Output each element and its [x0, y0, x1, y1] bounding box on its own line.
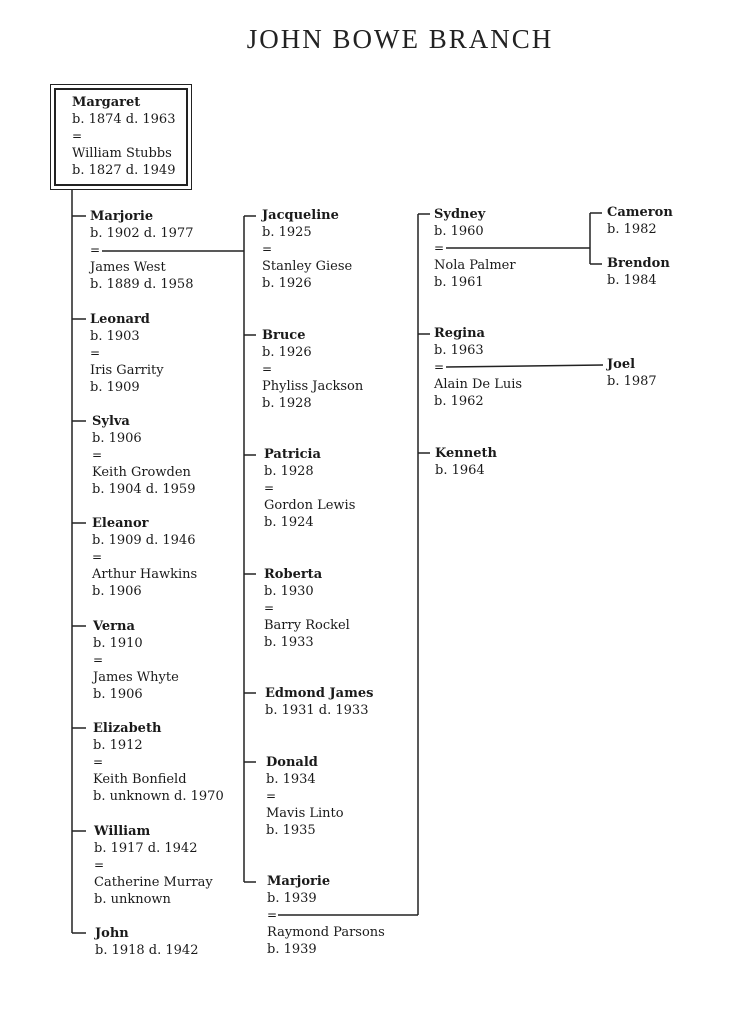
- page-title: JOHN BOWE BRANCH: [246, 24, 554, 54]
- marriage-sign: =: [264, 601, 275, 615]
- spouse-name: Keith Bonfield: [93, 772, 187, 787]
- birth-death-dates: b. 1926: [262, 345, 312, 360]
- spouse-name: Barry Rockel: [264, 618, 350, 633]
- marriage-sign: =: [93, 755, 104, 769]
- spouse-name: Phyliss Jackson: [262, 379, 364, 394]
- spouse-name: James West: [90, 260, 166, 275]
- marriage-sign: =: [267, 908, 278, 922]
- person-name: Elizabeth: [93, 721, 162, 736]
- spouse-dates: b. 1961: [434, 275, 484, 290]
- person-entry: [72, 94, 175, 179]
- birth-death-dates: b. 1912: [93, 738, 143, 753]
- marriage-sign: =: [94, 858, 105, 872]
- marriage-sign: =: [264, 481, 275, 495]
- person-name: Sydney: [434, 207, 486, 222]
- birth-death-dates: b. 1918 d. 1942: [95, 943, 199, 958]
- spouse-dates: b. 1904 d. 1959: [92, 482, 196, 497]
- spouse-dates: b. 1906: [92, 584, 142, 599]
- spouse-dates: b. 1924: [264, 515, 314, 530]
- person-name: Leonard: [90, 312, 150, 327]
- birth-death-dates: b. 1902 d. 1977: [90, 226, 194, 241]
- spouse-name: Catherine Murray: [94, 875, 213, 890]
- person-name: Joel: [607, 357, 636, 372]
- person-entry: [264, 446, 355, 531]
- person-entry: [93, 720, 224, 805]
- person-name: Brendon: [607, 256, 670, 271]
- spouse-dates: b. 1928: [262, 396, 312, 411]
- person-entry: [265, 685, 373, 719]
- spouse-dates: b. 1906: [93, 687, 143, 702]
- marriage-sign: =: [90, 346, 101, 360]
- spouse-dates: b. 1939: [267, 942, 317, 957]
- spouse-dates: b. 1935: [266, 823, 316, 838]
- marriage-sign: =: [434, 241, 445, 255]
- person-name: Marjorie: [267, 874, 331, 889]
- spouse-name: William Stubbs: [72, 146, 172, 161]
- person-entry: [93, 618, 179, 703]
- marriage-sign: =: [92, 448, 103, 462]
- spouse-dates: b. unknown d. 1970: [93, 789, 224, 804]
- marriage-sign: =: [434, 360, 445, 374]
- person-entry: [434, 325, 522, 410]
- person-name: Bruce: [262, 328, 306, 343]
- birth-death-dates: b. 1910: [93, 636, 143, 651]
- spouse-name: Alain De Luis: [434, 377, 523, 392]
- spouse-name: Gordon Lewis: [264, 498, 356, 513]
- person-entry: [92, 515, 197, 600]
- person-entry: [266, 754, 344, 839]
- person-entry: [94, 823, 213, 908]
- spouse-name: Stanley Giese: [262, 259, 353, 274]
- person-name: Verna: [93, 619, 135, 634]
- person-entry: [92, 413, 195, 498]
- person-name: Kenneth: [435, 446, 497, 461]
- person-name: John: [95, 926, 129, 941]
- person-entry: [262, 327, 363, 412]
- spouse-name: Raymond Parsons: [267, 925, 385, 940]
- person-entry: [434, 206, 516, 291]
- marriage-sign: =: [93, 653, 104, 667]
- spouse-name: Mavis Linto: [266, 806, 344, 821]
- spouse-name: Nola Palmer: [434, 258, 516, 273]
- spouse-dates: b. 1933: [264, 635, 314, 650]
- person-name: Jacqueline: [262, 208, 339, 223]
- person-name: Marjorie: [90, 209, 154, 224]
- person-entry: [90, 311, 164, 396]
- spouse-dates: b. unknown: [94, 892, 171, 907]
- birth-death-dates: b. 1930: [264, 584, 314, 599]
- spouse-dates: b. 1926: [262, 276, 312, 291]
- spouse-dates: b. 1962: [434, 394, 484, 409]
- person-name: Cameron: [607, 205, 673, 220]
- birth-death-dates: b. 1934: [266, 772, 316, 787]
- spouse-dates: b. 1827 d. 1949: [72, 163, 176, 178]
- spouse-name: Arthur Hawkins: [92, 567, 198, 582]
- birth-death-dates: b. 1960: [434, 224, 484, 239]
- birth-death-dates: b. 1874 d. 1963: [72, 112, 176, 127]
- marriage-sign: =: [90, 243, 101, 257]
- birth-death-dates: b. 1964: [435, 463, 485, 478]
- marriage-sign: =: [262, 242, 273, 256]
- person-name: Eleanor: [92, 516, 149, 531]
- marriage-sign: =: [92, 550, 103, 564]
- spouse-dates: b. 1889 d. 1958: [90, 277, 194, 292]
- person-name: Regina: [434, 326, 485, 341]
- spouse-name: James Whyte: [93, 670, 179, 685]
- birth-death-dates: b. 1984: [607, 273, 657, 288]
- birth-death-dates: b. 1939: [267, 891, 317, 906]
- person-entry: [267, 873, 385, 958]
- marriage-sign: =: [266, 789, 277, 803]
- person-entry: [262, 207, 352, 292]
- birth-death-dates: b. 1906: [92, 431, 142, 446]
- person-name: Edmond James: [265, 686, 374, 701]
- birth-death-dates: b. 1909 d. 1946: [92, 533, 196, 548]
- birth-death-dates: b. 1903: [90, 329, 140, 344]
- person-name: Patricia: [264, 447, 321, 462]
- person-entry: [607, 356, 657, 390]
- marriage-sign: =: [262, 362, 273, 376]
- person-name: Sylva: [92, 414, 130, 429]
- person-entry: [95, 925, 198, 959]
- person-name: Donald: [266, 755, 318, 770]
- person-entry: [435, 445, 497, 479]
- person-name: Margaret: [72, 95, 141, 110]
- person-entry: [607, 204, 673, 238]
- spouse-name: Iris Garrity: [90, 363, 164, 378]
- birth-death-dates: b. 1987: [607, 374, 657, 389]
- birth-death-dates: b. 1928: [264, 464, 314, 479]
- birth-death-dates: b. 1931 d. 1933: [265, 703, 369, 718]
- marriage-sign: =: [72, 129, 83, 143]
- birth-death-dates: b. 1963: [434, 343, 484, 358]
- spouse-name: Keith Growden: [92, 465, 191, 480]
- person-name: Roberta: [264, 567, 323, 582]
- birth-death-dates: b. 1917 d. 1942: [94, 841, 198, 856]
- birth-death-dates: b. 1925: [262, 225, 312, 240]
- person-name: William: [94, 824, 151, 839]
- person-entry: [90, 208, 193, 293]
- person-entry: [264, 566, 350, 651]
- spouse-dates: b. 1909: [90, 380, 140, 395]
- birth-death-dates: b. 1982: [607, 222, 657, 237]
- person-entry: [607, 255, 670, 289]
